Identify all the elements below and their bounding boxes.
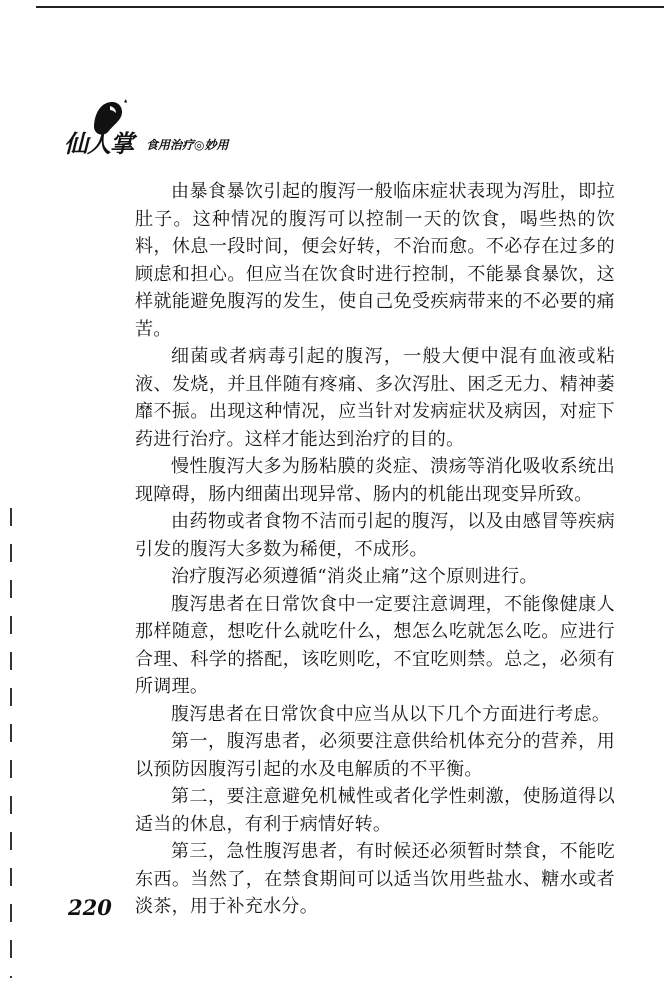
paragraph: 腹泻患者在日常饮食中应当从以下几个方面进行考虑。 [171,703,611,725]
paragraph: 由药物或者食物不洁而引起的腹泻，以及由感冒等疾病引发的腹泻大多数为稀便，不成形。 [135,511,615,560]
paragraph: 第一，腹泻患者，必须要注意供给机体充分的营养，用以预防因腹泻引起的水及电解质的不平衡。 [135,731,615,780]
book-header-logo [64,98,254,160]
book-subtitle: 食用治疗◎妙用 [146,138,229,152]
paragraph: 第二，要注意避免机械性或者化学性刺激，使肠道得以适当的休息，有利于病情好转。 [135,786,615,835]
body-text [135,178,615,921]
paragraph: 第三，急性腹泻患者，有时候还必须暂时禁食，不能吃东西。当然了，在禁食期间可以适当饮用些盐水、糖水或者淡茶，用于补充水分。 [135,841,615,917]
page-number: 220 [68,895,112,920]
paragraph: 腹泻患者在日常饮食中一定要注意调理，不能像健康人那样随意，想吃什么就吃什么，想怎么吃就怎么吃。应进行合理、科学的搭配，该吃则吃，不宜吃则禁。总之，必须有所调理。 [135,593,615,697]
paragraph: 细菌或者病毒引起的腹泻，一般大便中混有血液或粘液、发烧，并且伴随有疼痛、多次泻肚、困乏无力、精神萎靡不振。出现这种情况，应当针对发病症状及病因，对症下药进行治疗。这样才能达到治疗的目的。 [135,346,615,450]
book-title: 仙人掌 [64,129,133,158]
binding-margin-dashes [10,508,12,978]
top-rule [36,6,664,8]
paragraph: 由暴食暴饮引起的腹泻一般临床症状表现为泻肚，即拉肚子。这种情况的腹泻可以控制一天的饮食，喝些热的饮料，休息一段时间，便会好转，不治而愈。不必存在过多的顾虑和担心。但应当在饮食时进行控制，不能暴食暴饮，这样就能避免腹泻的发生，使自己免受疾病带来的不必要的痛苦。 [135,181,615,340]
paragraph: 治疗腹泻必须遵循“消炎止痛”这个原则进行。 [171,566,538,587]
paragraph: 慢性腹泻大多为肠粘膜的炎症、溃疡等消化吸收系统出现障碍，肠内细菌出现异常、肠内的机能出现变异所致。 [135,456,615,505]
